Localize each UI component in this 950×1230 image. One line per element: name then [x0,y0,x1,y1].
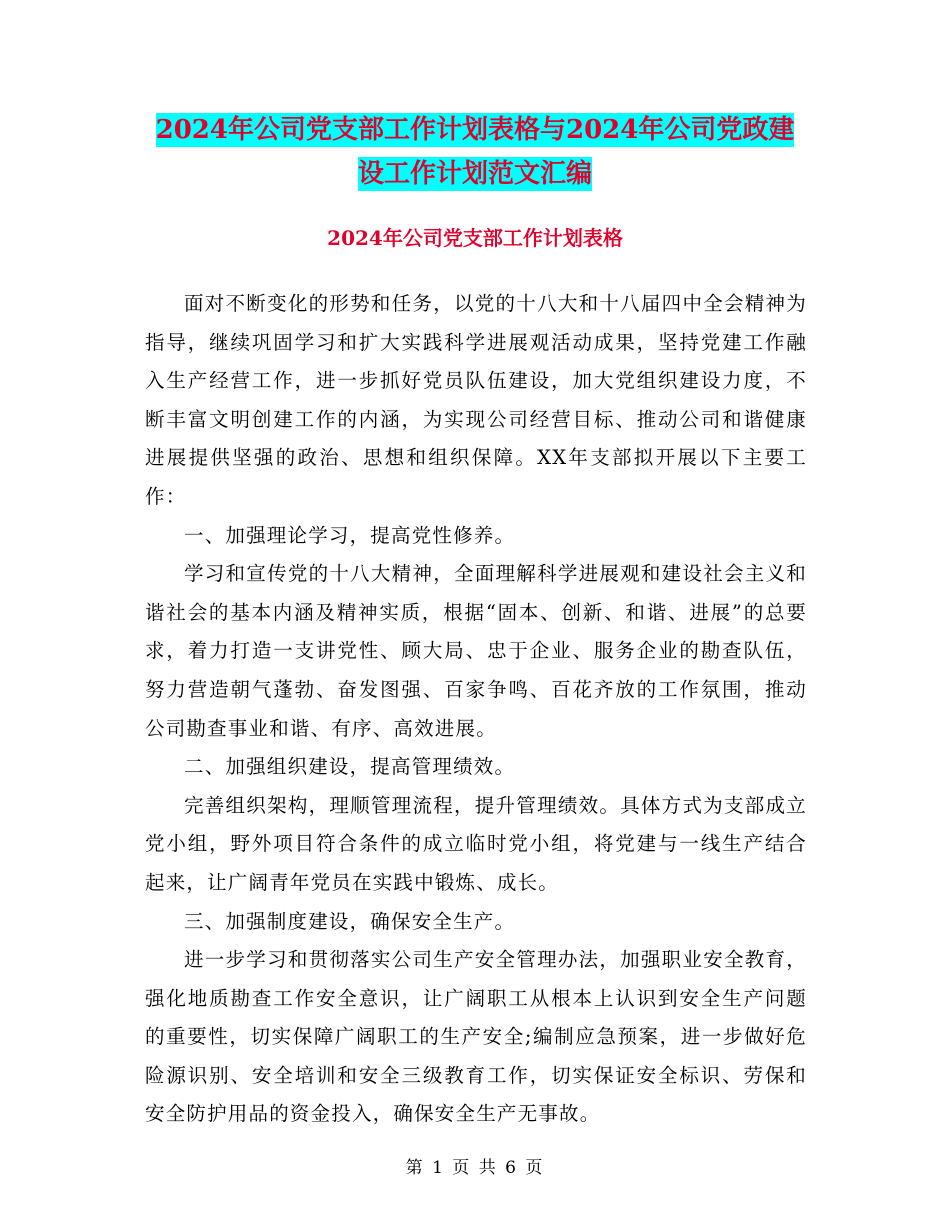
paragraph-2: 完善组织架构，理顺管理流程，提升管理绩效。具体方式为支部成立党小组，野外项目符合条件的成立临时党小组，将党建与一线生产结合起来，让广阔青年党员在实践中锻炼、成长。 [145,793,807,894]
paragraph-intro: 面对不断变化的形势和任务，以党的十八大和十八届四中全会精神为指导，继续巩固学习和扩大实践科学进展观活动成果，坚持党建工作融入生产经营工作，进一步抓好党员队伍建设，加大党组织建设力度，不断丰富文明创建工作的内涵，为实现公司经营目标、推动公司和谐健康进展提供坚强的政治、思想和组织保障。XX年支部拟开展以下主要工作： [145,292,807,508]
document-body [145,285,807,1134]
page-number-footer: 第 1 页 共 6 页 [405,1158,545,1178]
heading-2: 二、加强组织建设，提高管理绩效。 [184,755,516,779]
title-line-2: 设工作计划范文汇编 [357,159,592,189]
heading-1: 一、加强理论学习，提高党性修养。 [184,523,516,547]
heading-3: 三、加强制度建设，确保安全生产。 [184,909,516,933]
paragraph-1: 学习和宣传党的十八大精神，全面理解科学进展观和建设社会主义和谐社会的基本内涵及精神实质，根据“固本、创新、和谐、进展”的总要求，着力打造一支讲党性、顾大局、忠于企业、服务企业的勘查队伍，努力营造朝气蓬勃、奋发图强、百家争鸣、百花齐放的工作氛围，推动公司勘查事业和谐、有序、高效进展。 [145,562,807,740]
section-title: 2024年公司党支部工作计划表格 [327,226,623,250]
title-line-1: 2024年公司党支部工作计划表格与2024年公司党政建 [155,115,795,145]
paragraph-3: 进一步学习和贯彻落实公司生产安全管理办法，加强职业安全教育，强化地质勘查工作安全意识，让广阔职工从根本上认识到安全生产问题的重要性，切实保障广阔职工的生产安全;编制应急预案，进一步做好危险源识别、安全培训和安全三级教育工作，切实保证安全标识、劳保和安全防护用品的资金投入，确保安全生产无事故。 [145,948,807,1126]
